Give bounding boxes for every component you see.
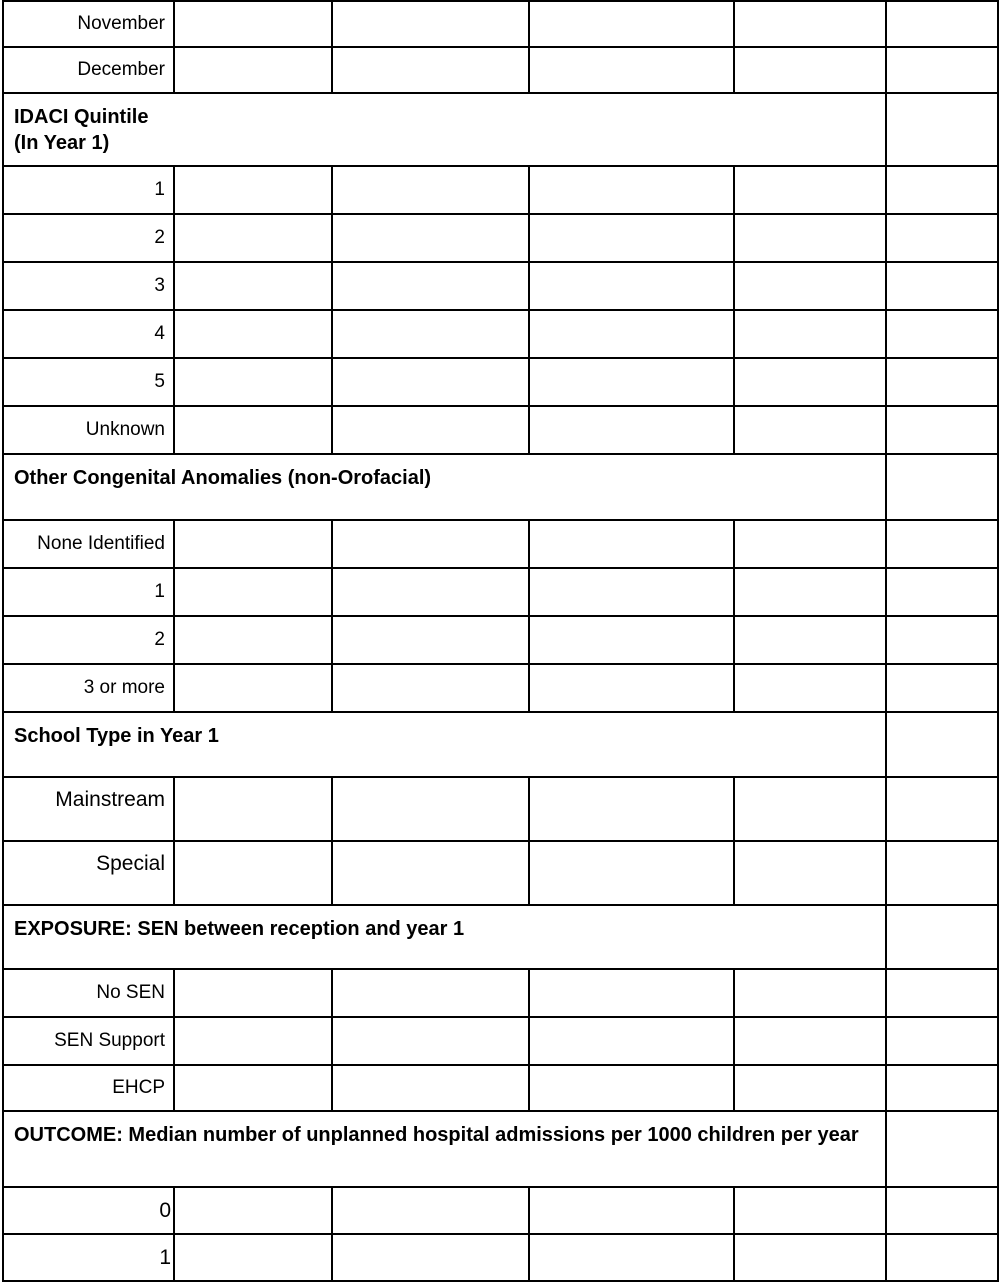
table-cell [332,841,529,905]
table-cell [174,1017,332,1065]
table-cell [886,841,998,905]
table-cell [734,616,886,664]
section-header [3,905,886,969]
table-cell [332,1017,529,1065]
table-row [3,1187,998,1234]
table-cell [886,1065,998,1111]
table-cell [174,358,332,406]
row-label: 1 [3,568,174,616]
row-label: November [3,1,174,47]
table-cell [174,1187,332,1234]
row-label: 5 [3,358,174,406]
table-cell [886,969,998,1017]
section-header [3,93,886,166]
table-cell [529,969,734,1017]
table-cell [529,568,734,616]
table-cell [529,520,734,568]
section-header [3,454,886,520]
table-cell [332,214,529,262]
table-row [3,1234,998,1281]
table-cell [734,358,886,406]
table-cell [886,712,998,777]
table-cell [529,1,734,47]
table-row [3,310,998,358]
table-cell [529,1017,734,1065]
table-cell [529,214,734,262]
table-cell [529,1234,734,1281]
row-label: 0 [3,1187,174,1234]
table-cell [529,406,734,454]
row-label [3,841,174,905]
table-cell [886,1017,998,1065]
table-cell [734,166,886,214]
table-cell [174,664,332,712]
section-header [3,712,886,777]
table-cell [886,616,998,664]
table-cell [332,520,529,568]
table-cell [332,969,529,1017]
table-cell [332,310,529,358]
table-cell [174,1065,332,1111]
table-row [3,1065,998,1111]
table-cell [734,664,886,712]
table-cell [332,1187,529,1234]
table-row [3,520,998,568]
table-cell [529,664,734,712]
table-cell [734,841,886,905]
table-cell [886,214,998,262]
table-cell [886,406,998,454]
section-header-text: Other Congenital Anomalies (non-Orofacial) [14,467,432,489]
table-cell [734,1187,886,1234]
row-label: EHCP [3,1065,174,1111]
table-cell [529,616,734,664]
row-label: 3 or more [3,664,174,712]
table-cell [734,47,886,93]
table-cell [174,214,332,262]
table-cell [734,969,886,1017]
table-cell [734,1,886,47]
table-cell [332,664,529,712]
table-cell [734,310,886,358]
table-cell [529,310,734,358]
table-cell [886,1234,998,1281]
table-cell [886,664,998,712]
table-cell [734,568,886,616]
table-cell [886,262,998,310]
row-label: 2 [3,214,174,262]
table-row [3,47,998,93]
table-cell [529,47,734,93]
section-header-text: School Type in Year 1 [14,725,219,747]
section-header-row [3,454,998,520]
table-cell [174,1,332,47]
table-cell [174,568,332,616]
table-cell [174,166,332,214]
table-cell [886,905,998,969]
table-row [3,406,998,454]
table-cell [332,47,529,93]
table-row [3,777,998,841]
table-cell [886,568,998,616]
table-cell [734,777,886,841]
table-row [3,358,998,406]
table-cell [174,47,332,93]
row-label: 3 [3,262,174,310]
table-cell [734,214,886,262]
table-row [3,1,998,47]
table-cell [174,406,332,454]
table-cell [332,568,529,616]
table-cell [174,969,332,1017]
row-label: 1 [3,166,174,214]
table-row [3,568,998,616]
table-cell [529,262,734,310]
table-row [3,262,998,310]
table-cell [174,310,332,358]
table-row [3,664,998,712]
table-cell [332,1234,529,1281]
table-cell [734,1017,886,1065]
table-cell [886,777,998,841]
table-cell [734,406,886,454]
row-label: Unknown [3,406,174,454]
table-cell [332,406,529,454]
row-label: 1 [3,1234,174,1281]
table-row [3,1017,998,1065]
table-row [3,214,998,262]
table-cell [529,841,734,905]
table-cell [886,310,998,358]
table-cell [529,1187,734,1234]
row-label: No SEN [3,969,174,1017]
table-cell [886,47,998,93]
table-cell [174,616,332,664]
section-header-row [3,93,998,166]
section-header-text: EXPOSURE: SEN between reception and year 1 [14,918,465,940]
row-label: SEN Support [3,1017,174,1065]
table-cell [332,358,529,406]
table-cell [886,358,998,406]
table-cell [529,777,734,841]
table-cell [332,262,529,310]
row-label: 4 [3,310,174,358]
table-cell [734,262,886,310]
table-cell [734,1065,886,1111]
table-cell [332,1,529,47]
section-header-row [3,712,998,777]
row-label-text: Special [96,852,165,875]
table-cell [332,616,529,664]
section-header-row [3,905,998,969]
table-cell [174,841,332,905]
table-cell [886,1,998,47]
table-cell [529,358,734,406]
table-row [3,166,998,214]
table-cell [886,166,998,214]
row-label-text: Mainstream [55,788,165,811]
table-cell [332,777,529,841]
table-row [3,616,998,664]
row-label: None Identified [3,520,174,568]
table-cell [332,1065,529,1111]
table-cell [886,1111,998,1187]
table-cell [174,520,332,568]
table-cell [529,166,734,214]
row-label: December [3,47,174,93]
data-table [2,0,999,1282]
table-cell [174,262,332,310]
table-cell [734,1234,886,1281]
table-cell [332,166,529,214]
section-header [3,1111,886,1187]
table-cell [734,520,886,568]
section-header-text: OUTCOME: Median number of unplanned hospital admissions per 1000 children per year [14,1124,859,1146]
table-cell [174,777,332,841]
table-cell [886,93,998,166]
table-cell [886,520,998,568]
row-label [3,777,174,841]
section-header-row [3,1111,998,1187]
table-cell [529,1065,734,1111]
section-header-text: IDACI Quintile (In Year 1) [14,106,149,154]
table-row [3,969,998,1017]
table-cell [886,1187,998,1234]
table-cell [174,1234,332,1281]
table-row [3,841,998,905]
row-label: 2 [3,616,174,664]
table-cell [886,454,998,520]
